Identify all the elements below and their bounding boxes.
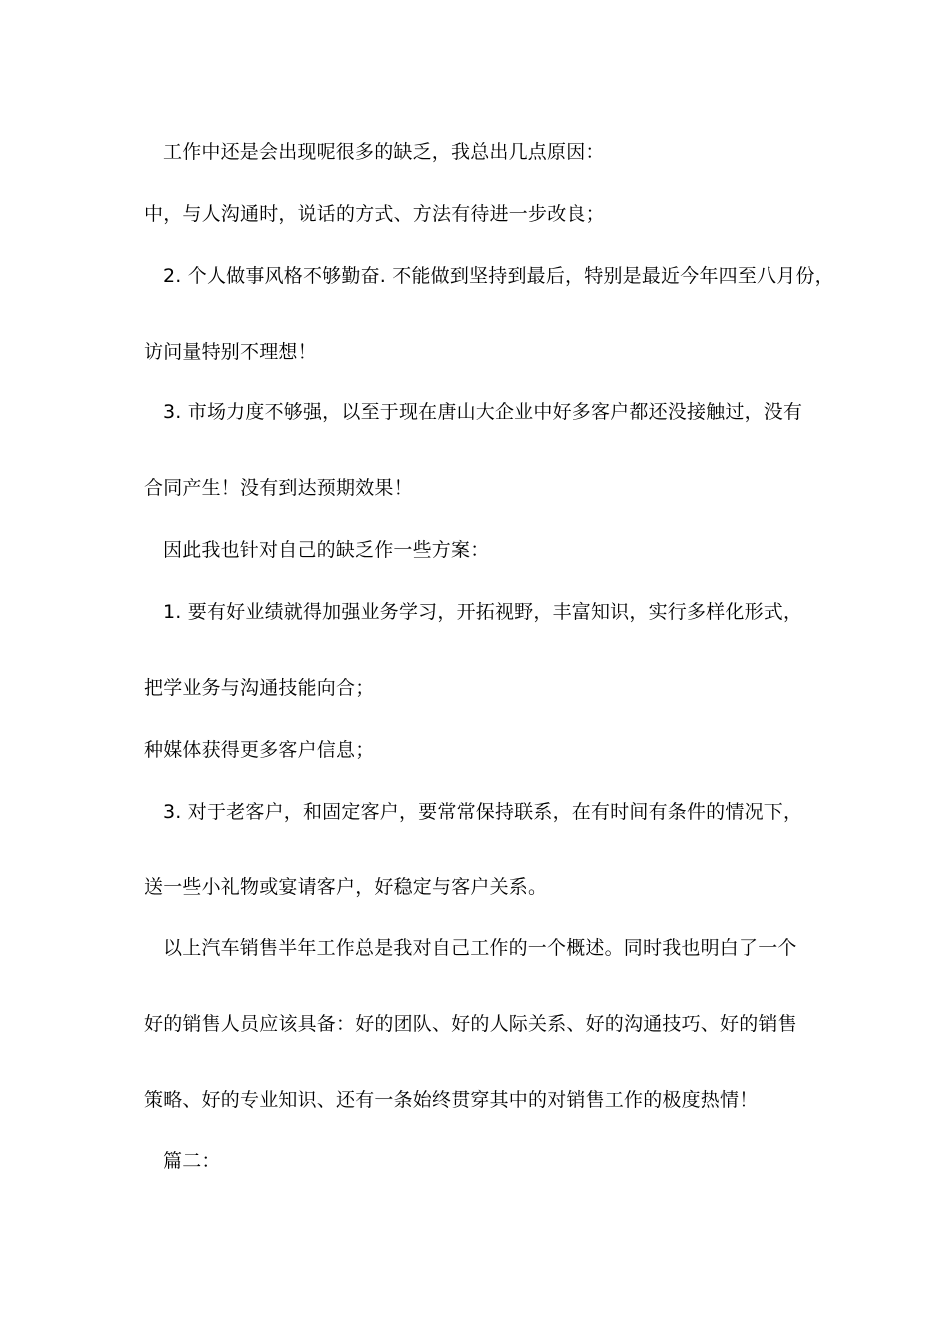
paragraph-line: 1. 要有好业绩就得加强业务学习，开拓视野，丰富知识，实行多样化形式， (163, 601, 803, 623)
paragraph-line: 2. 个人做事风格不够勤奋. 不能做到坚持到最后，特别是最近今年四至八月份， (163, 265, 834, 287)
paragraph-line: 3. 对于老客户，和固定客户，要常常保持联系，在有时间有条件的情况下， (163, 801, 803, 823)
paragraph-line: 把学业务与沟通技能向合； (144, 677, 375, 699)
paragraph-line: 访问量特别不理想！ (144, 341, 317, 363)
paragraph-line: 中，与人沟通时，说话的方式、方法有待进一步改良； (144, 203, 605, 225)
paragraph-line: 以上汽车销售半年工作总是我对自己工作的一个概述。同时我也明白了一个 (163, 937, 797, 959)
paragraph-line: 工作中还是会出现呢很多的缺乏，我总出几点原因： (163, 141, 605, 163)
paragraph-line: 好的销售人员应该具备：好的团队、好的人际关系、好的沟通技巧、好的销售 (144, 1013, 797, 1035)
paragraph-line: 策略、好的专业知识、还有一条始终贯穿其中的对销售工作的极度热情！ (144, 1089, 759, 1111)
section-heading: 篇二： (163, 1150, 221, 1172)
paragraph-line: 因此我也针对自己的缺乏作一些方案： (163, 539, 490, 561)
paragraph-line: 种媒体获得更多客户信息； (144, 739, 375, 761)
paragraph-line: 3. 市场力度不够强，以至于现在唐山大企业中好多客户都还没接触过，没有 (163, 401, 803, 423)
paragraph-line: 送一些小礼物或宴请客户，好稳定与客户关系。 (144, 876, 548, 898)
paragraph-line: 合同产生！没有到达预期效果！ (144, 477, 413, 499)
